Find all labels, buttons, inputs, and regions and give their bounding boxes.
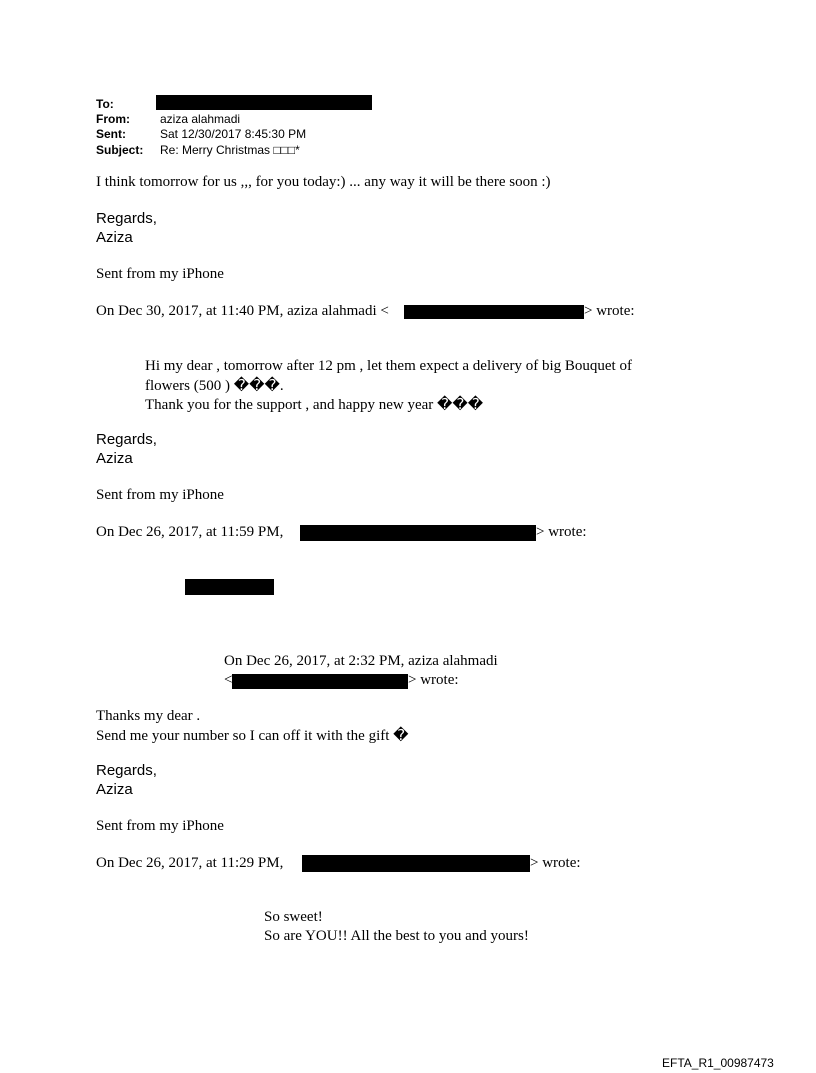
sent-from-line: Sent from my iPhone: [96, 266, 224, 282]
from-label: From:: [96, 112, 130, 126]
redacted-sender: [300, 525, 536, 541]
quote-intro-end: > wrote:: [408, 672, 459, 688]
redacted-email: [404, 305, 584, 319]
quote-intro-open: <: [224, 672, 233, 688]
signature-regards: Regards,: [96, 210, 157, 227]
sent-from-line: Sent from my iPhone: [96, 818, 224, 834]
quoted-line: So are YOU!! All the best to you and yours!: [264, 928, 529, 944]
quote-intro: On Dec 30, 2017, at 11:40 PM, aziza alahmadi <: [96, 303, 389, 319]
quoted-line: Send me your number so I can off it with the gift �: [96, 728, 409, 744]
quoted-line: flowers (500 ) ���.: [145, 378, 284, 394]
from-value: aziza alahmadi: [160, 112, 241, 126]
signature-name: Aziza: [96, 229, 133, 246]
redacted-content: [185, 579, 274, 595]
sent-label: Sent:: [96, 127, 126, 141]
redacted-sender: [302, 855, 530, 872]
quote-intro-end: > wrote:: [530, 855, 581, 871]
quote-intro-end: > wrote:: [536, 524, 587, 540]
redacted-to-address: [156, 95, 372, 110]
document-id: EFTA_R1_00987473: [662, 1056, 774, 1070]
redacted-email: [232, 674, 408, 689]
signature-regards: Regards,: [96, 431, 157, 448]
quote-intro: On Dec 26, 2017, at 2:32 PM, aziza alahmadi: [224, 653, 498, 669]
sent-from-line: Sent from my iPhone: [96, 487, 224, 503]
quoted-line: Hi my dear , tomorrow after 12 pm , let them expect a delivery of big Bouquet of: [145, 358, 632, 374]
subject-value: Re: Merry Christmas □□□*: [160, 143, 300, 157]
signature-name: Aziza: [96, 450, 133, 467]
sent-value: Sat 12/30/2017 8:45:30 PM: [160, 127, 307, 141]
to-label: To:: [96, 97, 114, 111]
message-line: I think tomorrow for us ,,, for you today:) ... any way it will be there soon :): [96, 174, 551, 190]
quote-intro: On Dec 26, 2017, at 11:59 PM,: [96, 524, 284, 540]
signature-name: Aziza: [96, 781, 133, 798]
subject-label: Subject:: [96, 143, 144, 157]
signature-regards: Regards,: [96, 762, 157, 779]
quote-intro: On Dec 26, 2017, at 11:29 PM,: [96, 855, 284, 871]
quote-intro-end: > wrote:: [584, 303, 635, 319]
quoted-line: Thanks my dear .: [96, 708, 201, 724]
quoted-line: So sweet!: [264, 909, 323, 925]
quoted-line: Thank you for the support , and happy new year ���: [145, 397, 484, 413]
